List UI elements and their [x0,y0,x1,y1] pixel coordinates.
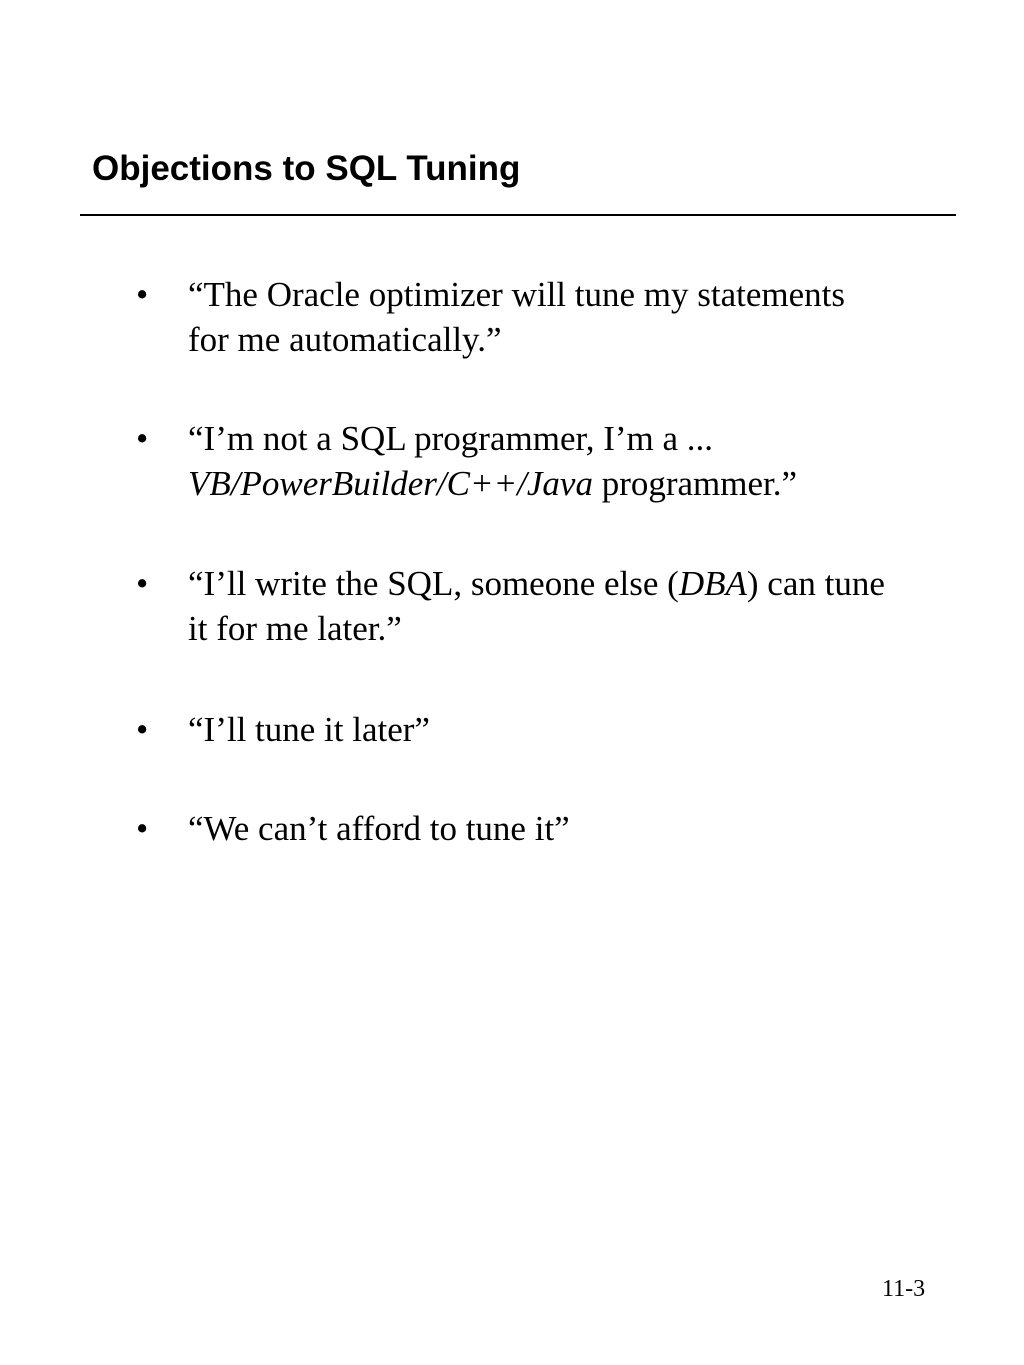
bullet-text [188,561,958,651]
bullet-dot: • [136,710,149,749]
bullet-dot: • [136,809,149,848]
bullet-line: “I’m not a SQL programmer, I’m a ... [188,419,714,458]
bullet-italic-text: DBA [678,564,747,603]
title-divider [80,214,956,216]
bullet-line: “The Oracle optimizer will tune my statements [188,275,846,314]
bullet-line: it for me later.” [188,609,402,648]
slide-title: Objections to SQL Tuning [92,149,521,188]
bullet-text [188,806,958,851]
page-number: 11-3 [882,1276,926,1302]
bullet-text [188,707,958,752]
bullet-italic-text: VB/PowerBuilder/C++/Java [188,464,593,503]
bullet-line-start: “I’ll write the SQL, someone else ( [188,564,679,603]
bullet-line-rest: programmer.” [592,464,798,503]
bullet-line: “We can’t afford to tune it” [188,809,570,848]
bullet-dot: • [136,275,149,314]
bullet-text [188,416,958,506]
bullet-dot: • [136,419,149,458]
bullet-line-end: ) can tune [746,564,885,603]
bullet-line: “I’ll tune it later” [188,710,430,749]
bullet-line: for me automatically.” [188,320,502,359]
bullet-text [188,272,958,362]
bullet-dot: • [136,564,149,603]
